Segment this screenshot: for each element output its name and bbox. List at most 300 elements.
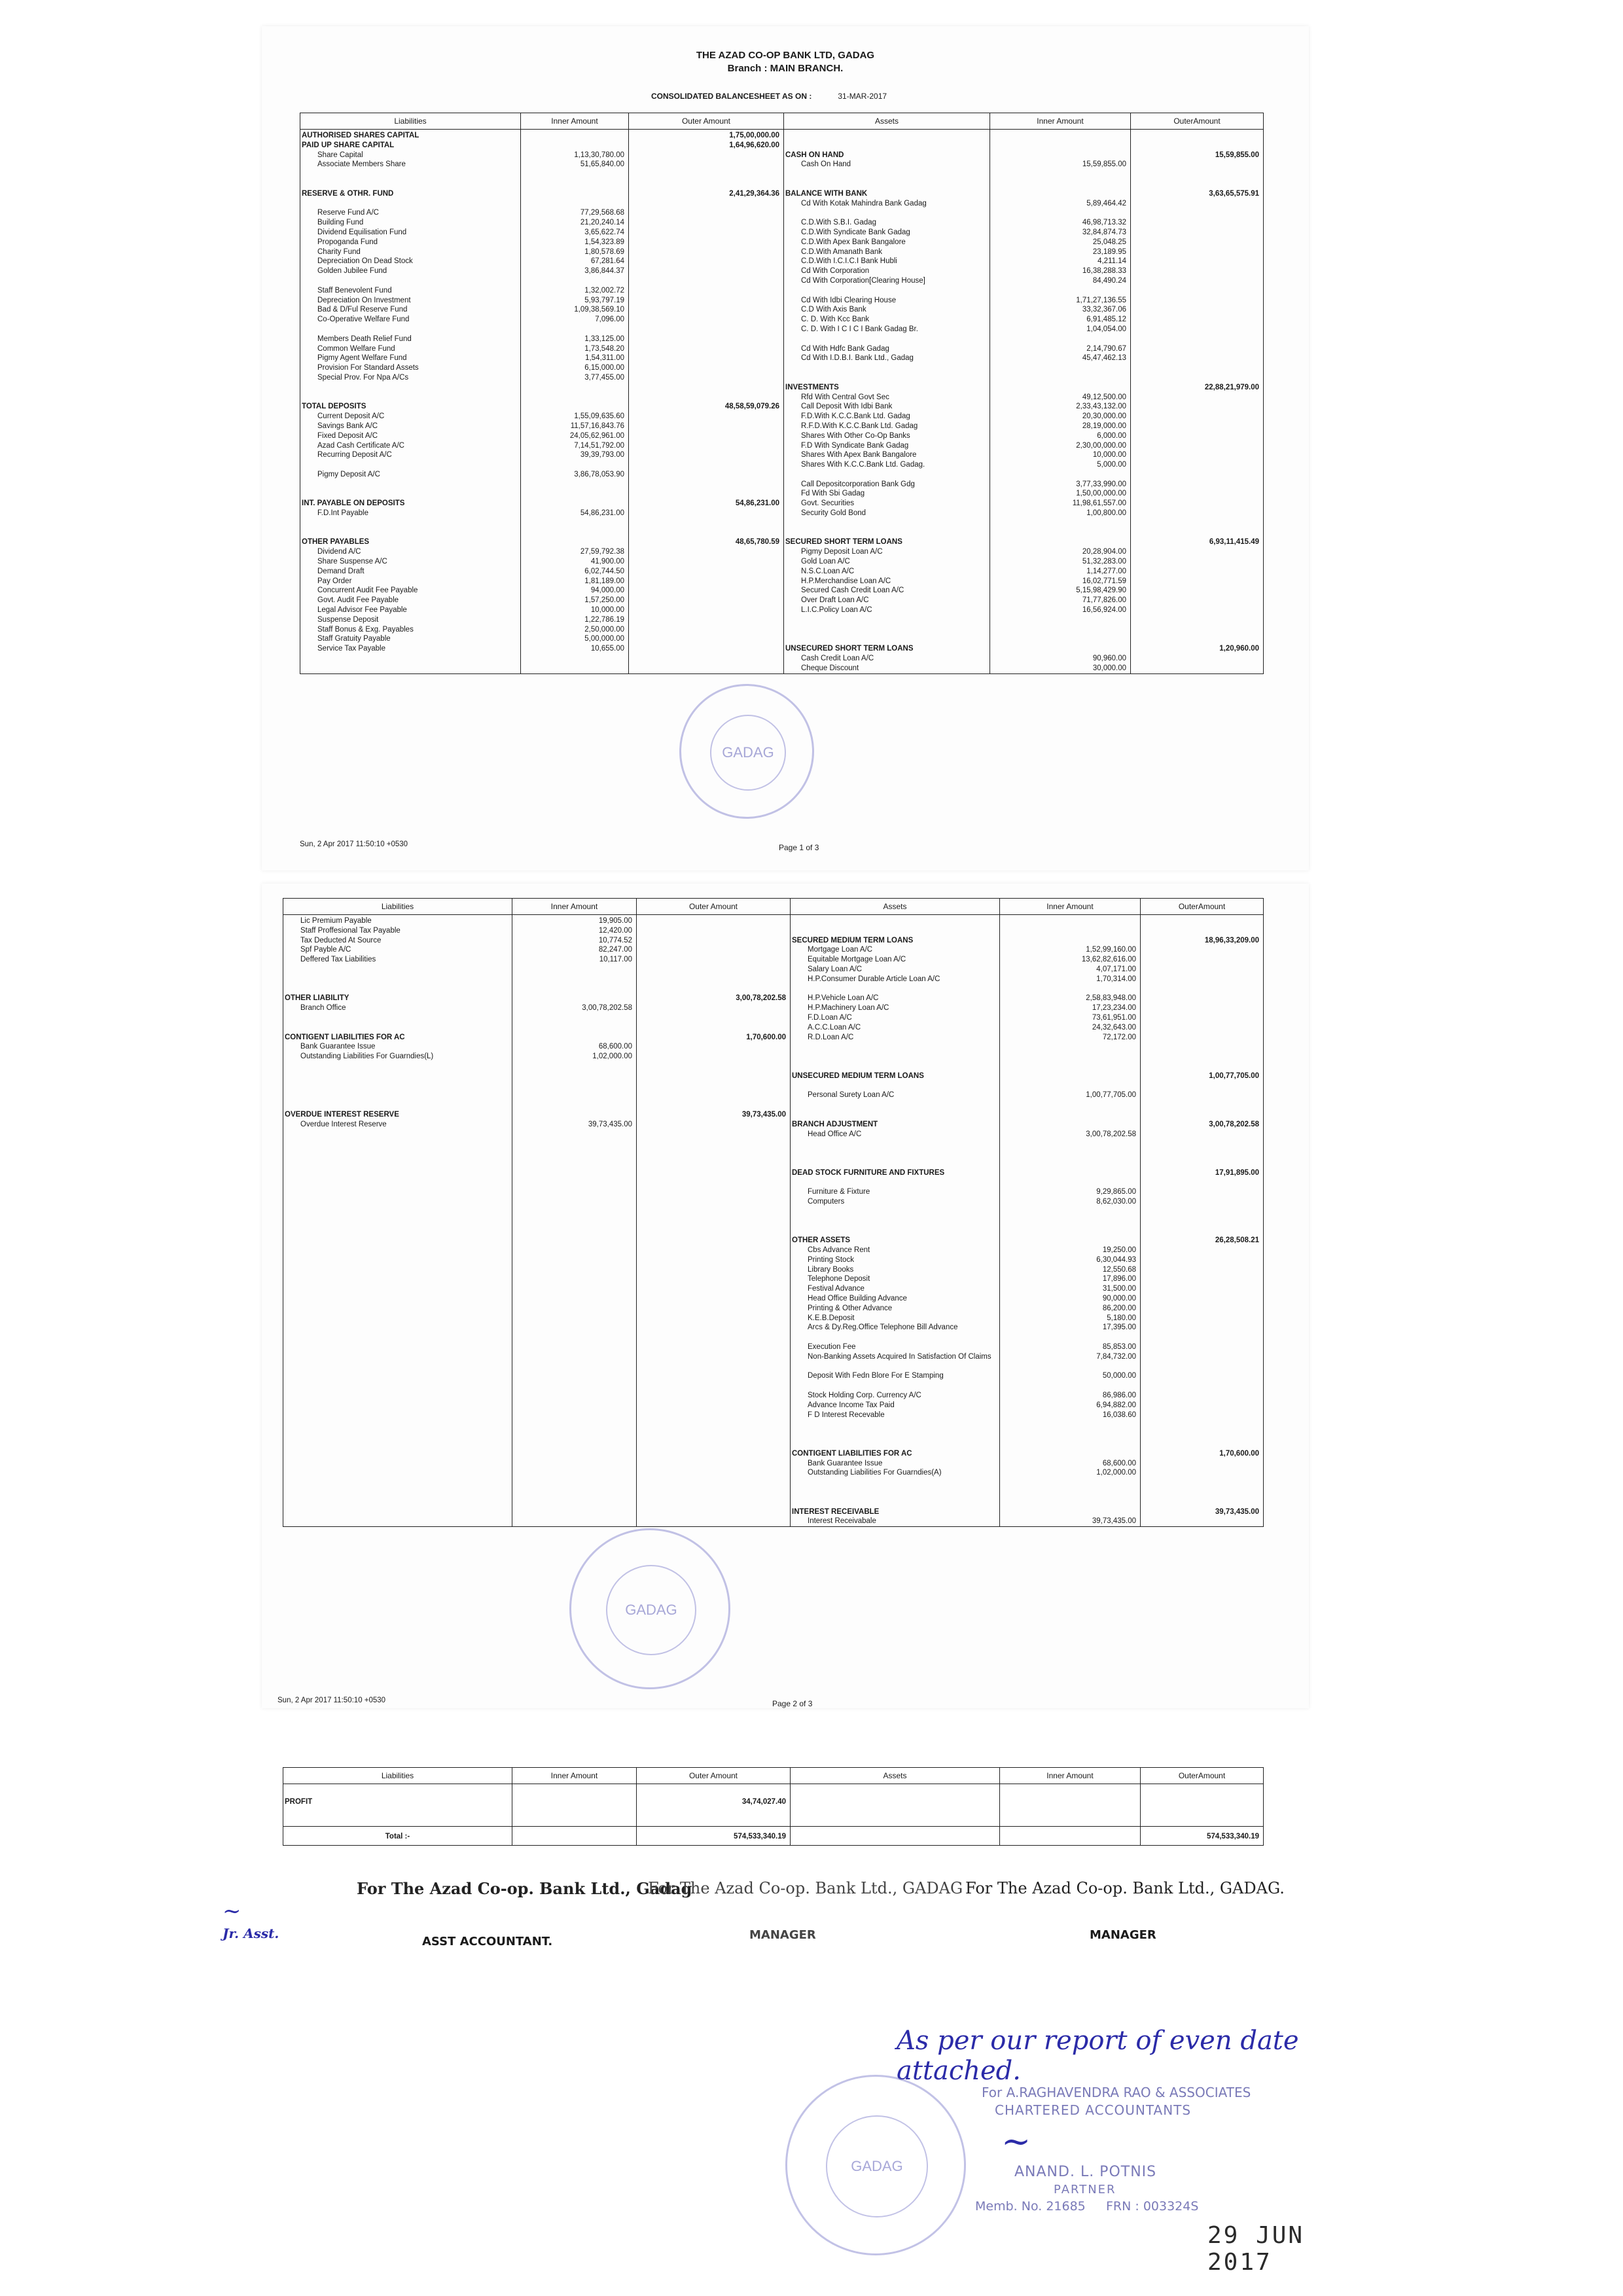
outer-amount [1135,353,1259,363]
row-spacer [641,1149,786,1158]
row-spacer [1135,170,1259,179]
manager-label-2: MANAGER [1090,1928,1156,1942]
inner-amount [1004,1449,1136,1459]
outer-amount [1145,994,1259,1003]
inner-amount: 1,04,054.00 [1086,325,1126,333]
row-spacer [1135,334,1259,344]
row-spacer [525,393,624,403]
outer-amount: 17,91,895.00 [1215,1168,1259,1177]
inner-amount [1004,1236,1136,1246]
row-spacer [525,518,624,528]
account-name: Call Depositcorporation Bank Gdg [801,480,915,488]
row-spacer [304,489,516,499]
row-spacer [1135,634,1259,644]
row-spacer [1004,1100,1136,1110]
row-spacer [525,460,624,470]
inner-amount [994,383,1126,393]
account-name: Head Office Building Advance [808,1295,907,1303]
row-spacer [633,664,779,673]
signed-date: 29 JUN 2017 [1207,2222,1305,2276]
account-name: Branch Office [300,1004,346,1013]
page-number: Page 2 of 3 [772,1699,813,1708]
inner-amount: 20,30,000.00 [1082,412,1126,421]
outer-amount [1145,1304,1259,1314]
inner-amount: 3,86,844.37 [584,267,624,276]
outer-amount [1135,325,1259,334]
outer-amount [1135,586,1259,596]
row-spacer [1135,131,1259,141]
row-spacer [516,1187,632,1197]
outer-amount [1135,228,1259,238]
account-name: Printing Stock [808,1255,854,1264]
inner-amount: 1,22,786.19 [584,615,624,624]
inner-amount: 51,32,283.00 [1082,558,1126,566]
section-heading: TOTAL DEPOSITS [302,403,366,411]
account-name: F.D.With K.C.C.Bank Ltd. Gadag [801,412,910,421]
inner-amount: 39,39,793.00 [580,451,624,459]
inner-amount: 4,211.14 [1097,257,1126,266]
row-spacer [794,1429,995,1439]
liabilities-inner [512,915,637,1527]
outer-amount [633,509,779,518]
row-spacer [516,1342,632,1352]
account-name: Shares With Other Co-Op Banks [801,431,910,440]
account-name: Shares With Apex Bank Bangalore [801,451,917,459]
outer-amount [1135,393,1259,403]
account-name: C. D. With Kcc Bank [801,315,870,324]
inner-amount: 6,94,882.00 [1096,1401,1136,1409]
outer-amount [633,644,779,654]
row-spacer [1135,179,1259,189]
row-spacer [1145,1429,1259,1439]
outer-amount [1145,1314,1259,1323]
row-spacer [794,1333,995,1342]
account-name: Fd With Sbi Gadag [801,490,865,498]
row-spacer [287,975,508,984]
row-spacer [641,1274,786,1284]
inner-amount: 51,65,840.00 [580,160,624,169]
row-spacer [525,170,624,179]
row-spacer [788,131,986,141]
row-spacer [287,1381,508,1391]
account-name: Shares With K.C.C.Bank Ltd. Gadag. [801,461,925,469]
row-spacer [794,1052,995,1062]
assets-names [784,130,990,674]
row-spacer [516,1227,632,1236]
col-inner-amount-assets: Inner Amount [1000,1768,1141,1784]
row-spacer [304,199,516,209]
account-name: Special Prov. For Npa A/Cs [317,373,409,382]
row-spacer [994,615,1126,625]
row-spacer [516,975,632,984]
inner-amount: 13,62,82,616.00 [1081,956,1136,964]
row-spacer [1004,1207,1136,1217]
outer-amount: 3,00,78,202.58 [736,994,786,1003]
outer-amount: 39,73,435.00 [741,1110,786,1119]
account-name: Pigmy Deposit A/C [317,470,380,478]
row-spacer [516,1217,632,1227]
row-spacer [304,654,516,664]
jr-asst-signature: ~ [223,1898,241,1924]
inner-amount: 17,896.00 [1102,1275,1136,1283]
outer-amount: 48,65,780.59 [735,538,779,547]
manager-label-1: MANAGER [749,1928,816,1942]
inner-amount [525,141,624,151]
total-liabilities: 574,533,340.19 [637,1827,791,1846]
outer-amount [1145,955,1259,965]
account-name: Festival Advance [808,1285,865,1293]
outer-amount [1145,1013,1259,1023]
row-spacer [1004,926,1136,936]
row-spacer [794,1488,995,1498]
inner-amount: 72,172.00 [1102,1033,1136,1041]
inner-amount: 1,33,125.00 [584,334,624,343]
col-liabilities: Liabilities [283,1768,512,1784]
outer-amount [1135,450,1259,460]
row-spacer [525,528,624,538]
row-spacer [633,276,779,286]
row-spacer [1004,1478,1136,1488]
row-spacer [641,1130,786,1139]
row-spacer [516,1100,632,1110]
outer-amount [1145,1033,1259,1043]
row-spacer [1004,1362,1136,1372]
total-label: Total :- [283,1827,512,1846]
inner-amount: 77,29,568.68 [580,209,624,217]
row-spacer [516,1197,632,1207]
account-name: Mortgage Loan A/C [808,946,873,954]
partner-title: PARTNER [1054,2183,1116,2197]
outer-amount: 3,63,65,575.91 [1209,189,1259,198]
account-name: Recurring Deposit A/C [317,451,392,459]
row-spacer [1004,1052,1136,1062]
row-spacer [641,1071,786,1081]
row-spacer [1004,1217,1136,1227]
row-spacer [641,975,786,984]
outer-amount [633,422,779,431]
outer-amount [1145,1284,1259,1294]
row-spacer [994,373,1126,383]
outer-amount [1135,664,1259,673]
outer-amount [1145,1459,1259,1469]
col-outer-amount-assets: OuterAmount [1131,113,1264,130]
outer-amount [641,926,786,936]
outer-amount [641,936,786,946]
outer-amount [1135,199,1259,209]
account-name: Charity Fund [317,247,361,256]
row-spacer [287,1391,508,1401]
row-spacer [1145,1478,1259,1488]
row-spacer [287,1062,508,1071]
row-spacer [1135,141,1259,151]
account-name: Staff Gratuity Payable [317,635,391,643]
row-spacer [304,276,516,286]
outer-amount [633,450,779,460]
outer-amount [1145,1197,1259,1207]
inner-amount [1004,1168,1136,1178]
row-spacer [633,480,779,490]
outer-amount [1135,441,1259,451]
row-spacer [287,1013,508,1023]
inner-amount: 5,93,797.19 [584,296,624,304]
row-spacer [641,1081,786,1091]
account-name: Execution Fee [808,1343,856,1352]
outer-amount [633,315,779,325]
inner-amount: 6,000.00 [1097,431,1126,440]
outer-amount [633,634,779,644]
row-spacer [287,1401,508,1410]
as-on-date: 31-MAR-2017 [838,92,887,101]
outer-amount [1135,547,1259,557]
section-heading: PAID UP SHARE CAPITAL [302,141,395,149]
row-spacer [1004,1429,1136,1439]
account-name: Depreciation On Investment [317,296,411,304]
col-outer-amount: Outer Amount [629,113,784,130]
outer-amount [1135,567,1259,577]
inner-amount: 1,55,09,635.60 [574,412,624,421]
row-spacer [1145,1139,1259,1149]
account-name: C. D. With I C I C I Bank Gadag Br. [801,325,918,333]
inner-amount: 2,14,790.67 [1086,344,1126,353]
account-name: Bank Guarantee Issue [808,1459,883,1467]
outer-amount [641,1042,786,1052]
row-spacer [1004,1498,1136,1507]
row-spacer [1145,1420,1259,1429]
account-name: H.P.Vehicle Loan A/C [808,994,879,1003]
row-spacer [287,1255,508,1265]
account-name: Suspense Deposit [317,615,379,624]
row-spacer [516,1274,632,1284]
account-name: Equitable Mortgage Loan A/C [808,956,906,964]
outer-amount [1145,1003,1259,1013]
inner-amount: 3,77,33,990.00 [1076,480,1126,488]
row-spacer [516,1420,632,1429]
col-liabilities: Liabilities [300,113,521,130]
row-spacer [287,1081,508,1091]
total-assets: 574,533,340.19 [1141,1827,1264,1846]
col-assets: Assets [784,113,990,130]
row-spacer [641,1168,786,1178]
row-spacer [641,1255,786,1265]
row-spacer [304,325,516,334]
account-name: Share Suspense A/C [317,558,387,566]
row-spacer [516,1362,632,1372]
outer-amount [633,615,779,625]
row-spacer [641,1323,786,1333]
row-spacer [641,1217,786,1227]
balance-sheet-page-2 [262,884,1309,1708]
account-name: C.D.With I.C.I.C.I Bank Hubli [801,257,897,266]
row-spacer [641,1013,786,1023]
outer-amount [633,412,779,422]
row-spacer [287,1023,508,1033]
account-name: Arcs & Dy.Reg.Office Telephone Bill Advance [808,1323,958,1332]
row-spacer [1004,1227,1136,1236]
row-spacer [287,1236,508,1246]
inner-amount: 16,02,771.59 [1082,577,1126,585]
inner-amount: 2,33,43,132.00 [1076,403,1126,411]
outer-amount [633,605,779,615]
outer-amount [1145,1090,1259,1100]
row-spacer [516,1139,632,1149]
row-spacer [641,1342,786,1352]
account-name: R.D.Loan A/C [808,1033,854,1041]
row-spacer [641,1420,786,1429]
section-heading: OVERDUE INTEREST RESERVE [285,1110,399,1119]
inner-amount: 1,13,30,780.00 [574,151,624,159]
outer-amount [1135,218,1259,228]
inner-amount: 1,54,311.00 [585,354,624,363]
inner-amount: 10,000.00 [1092,451,1126,459]
account-name: Personal Surety Loan A/C [808,1091,895,1100]
row-spacer [794,1081,995,1091]
account-name: Dividend Equilisation Fund [317,228,407,236]
inner-amount: 19,905.00 [598,917,632,925]
row-spacer [794,1178,995,1188]
row-spacer [516,1507,632,1517]
row-spacer [1145,1362,1259,1372]
outer-amount [1145,1468,1259,1478]
row-spacer [633,393,779,403]
row-spacer [287,1488,508,1498]
col-outer-amount-assets: OuterAmount [1141,1768,1264,1784]
row-spacer [633,489,779,499]
auditor-stamp [785,2075,966,2255]
row-spacer [1004,1042,1136,1052]
account-name: Tax Deducted At Source [300,936,382,944]
row-spacer [287,1304,508,1314]
row-spacer [287,1168,508,1178]
col-outer-amount: Outer Amount [637,899,791,915]
row-spacer [304,383,516,393]
account-name: Cd With Kotak Mahindra Bank Gadag [801,199,927,207]
row-spacer [994,528,1126,538]
row-spacer [641,1090,786,1100]
row-spacer [516,1246,632,1255]
liabilities-outer [629,130,784,674]
inner-amount: 85,853.00 [1102,1343,1136,1352]
row-spacer [641,1391,786,1401]
row-spacer [516,1371,632,1381]
outer-amount [633,470,779,480]
row-spacer [641,1178,786,1188]
profit-label: PROFIT [285,1798,313,1806]
row-spacer [1135,208,1259,218]
row-spacer [794,1207,995,1217]
row-spacer [1004,984,1136,994]
outer-amount: 22,88,21,979.00 [1204,383,1259,391]
row-spacer [304,528,516,538]
row-spacer [794,1478,995,1488]
account-name: Savings Bank A/C [317,422,378,430]
section-heading: UNSECURED MEDIUM TERM LOANS [792,1071,924,1080]
account-name: Outstanding Liabilities For Guarndies(L) [300,1052,434,1061]
inner-amount: 2,58,83,948.00 [1086,994,1136,1003]
account-name: Cash On Hand [801,160,851,169]
row-spacer [525,276,624,286]
outer-amount [633,305,779,315]
row-spacer [287,965,508,975]
row-spacer [287,1246,508,1255]
row-spacer [994,208,1126,218]
inner-amount: 21,20,240.14 [580,219,624,227]
row-spacer [641,1498,786,1507]
col-liabilities: Liabilities [283,899,512,915]
membership-number: Memb. No. 21685 [975,2199,1086,2214]
outer-amount: 1,70,600.00 [746,1033,786,1041]
outer-amount [633,257,779,266]
row-spacer [287,1158,508,1168]
row-spacer [287,1130,508,1139]
row-spacer [641,965,786,975]
asst-accountant-label: ASST ACCOUNTANT. [422,1935,553,1948]
inner-amount: 10,655.00 [590,645,624,653]
row-spacer [525,383,624,393]
row-spacer [641,1333,786,1342]
outer-amount [633,218,779,228]
outer-amount [641,1003,786,1013]
account-name: Fixed Deposit A/C [317,431,378,440]
account-name: H.P.Consumer Durable Article Loan A/C [808,975,940,983]
row-spacer [1004,1110,1136,1120]
row-spacer [287,1323,508,1333]
row-spacer [525,654,624,664]
row-spacer [287,1449,508,1459]
row-spacer [641,1294,786,1304]
inner-amount: 71,77,826.00 [1082,596,1126,605]
inner-amount [994,537,1126,547]
row-spacer [287,1459,508,1469]
account-name: Cd With Hdfc Bank Gadag [801,344,889,353]
outer-amount [641,945,786,955]
row-spacer [516,1401,632,1410]
bank-name: THE AZAD CO-OP BANK LTD, GADAG [696,50,875,61]
col-assets: Assets [791,1768,1000,1784]
row-spacer [516,1236,632,1246]
row-spacer [1145,1207,1259,1217]
account-name: H.P.Machinery Loan A/C [808,1004,889,1013]
auditor-firm: For A.RAGHAVENDRA RAO & ASSOCIATES [982,2085,1251,2100]
outer-amount [1145,1023,1259,1033]
outer-amount: 15,59,855.00 [1215,151,1259,159]
account-name: Govt. Securities [801,499,855,508]
inner-amount: 16,38,288.33 [1082,267,1126,276]
account-name: Head Office A/C [808,1130,862,1138]
row-spacer [641,1371,786,1381]
outer-amount [1145,1130,1259,1139]
row-spacer [287,1090,508,1100]
section-heading: SECURED MEDIUM TERM LOANS [792,936,914,944]
row-spacer [788,141,986,151]
row-spacer [633,654,779,664]
row-spacer [633,518,779,528]
row-spacer [287,1207,508,1217]
row-spacer [641,1100,786,1110]
account-name: Call Deposit With Idbi Bank [801,403,893,411]
row-spacer [633,528,779,538]
row-spacer [788,373,986,383]
row-spacer [516,1478,632,1488]
inner-amount: 1,14,277.00 [1086,567,1126,575]
account-name: Demand Draft [317,567,365,575]
account-name: Deposit With Fedn Blore For E Stamping [808,1372,944,1380]
inner-amount: 1,52,99,160.00 [1086,946,1136,954]
row-spacer [994,286,1126,296]
balance-sheet-page-3 [223,1734,1309,2276]
bank-signatory-line-3: For The Azad Co-op. Bank Ltd., GADAG. [965,1879,1285,1897]
outer-amount [633,625,779,635]
inner-amount [525,189,624,199]
